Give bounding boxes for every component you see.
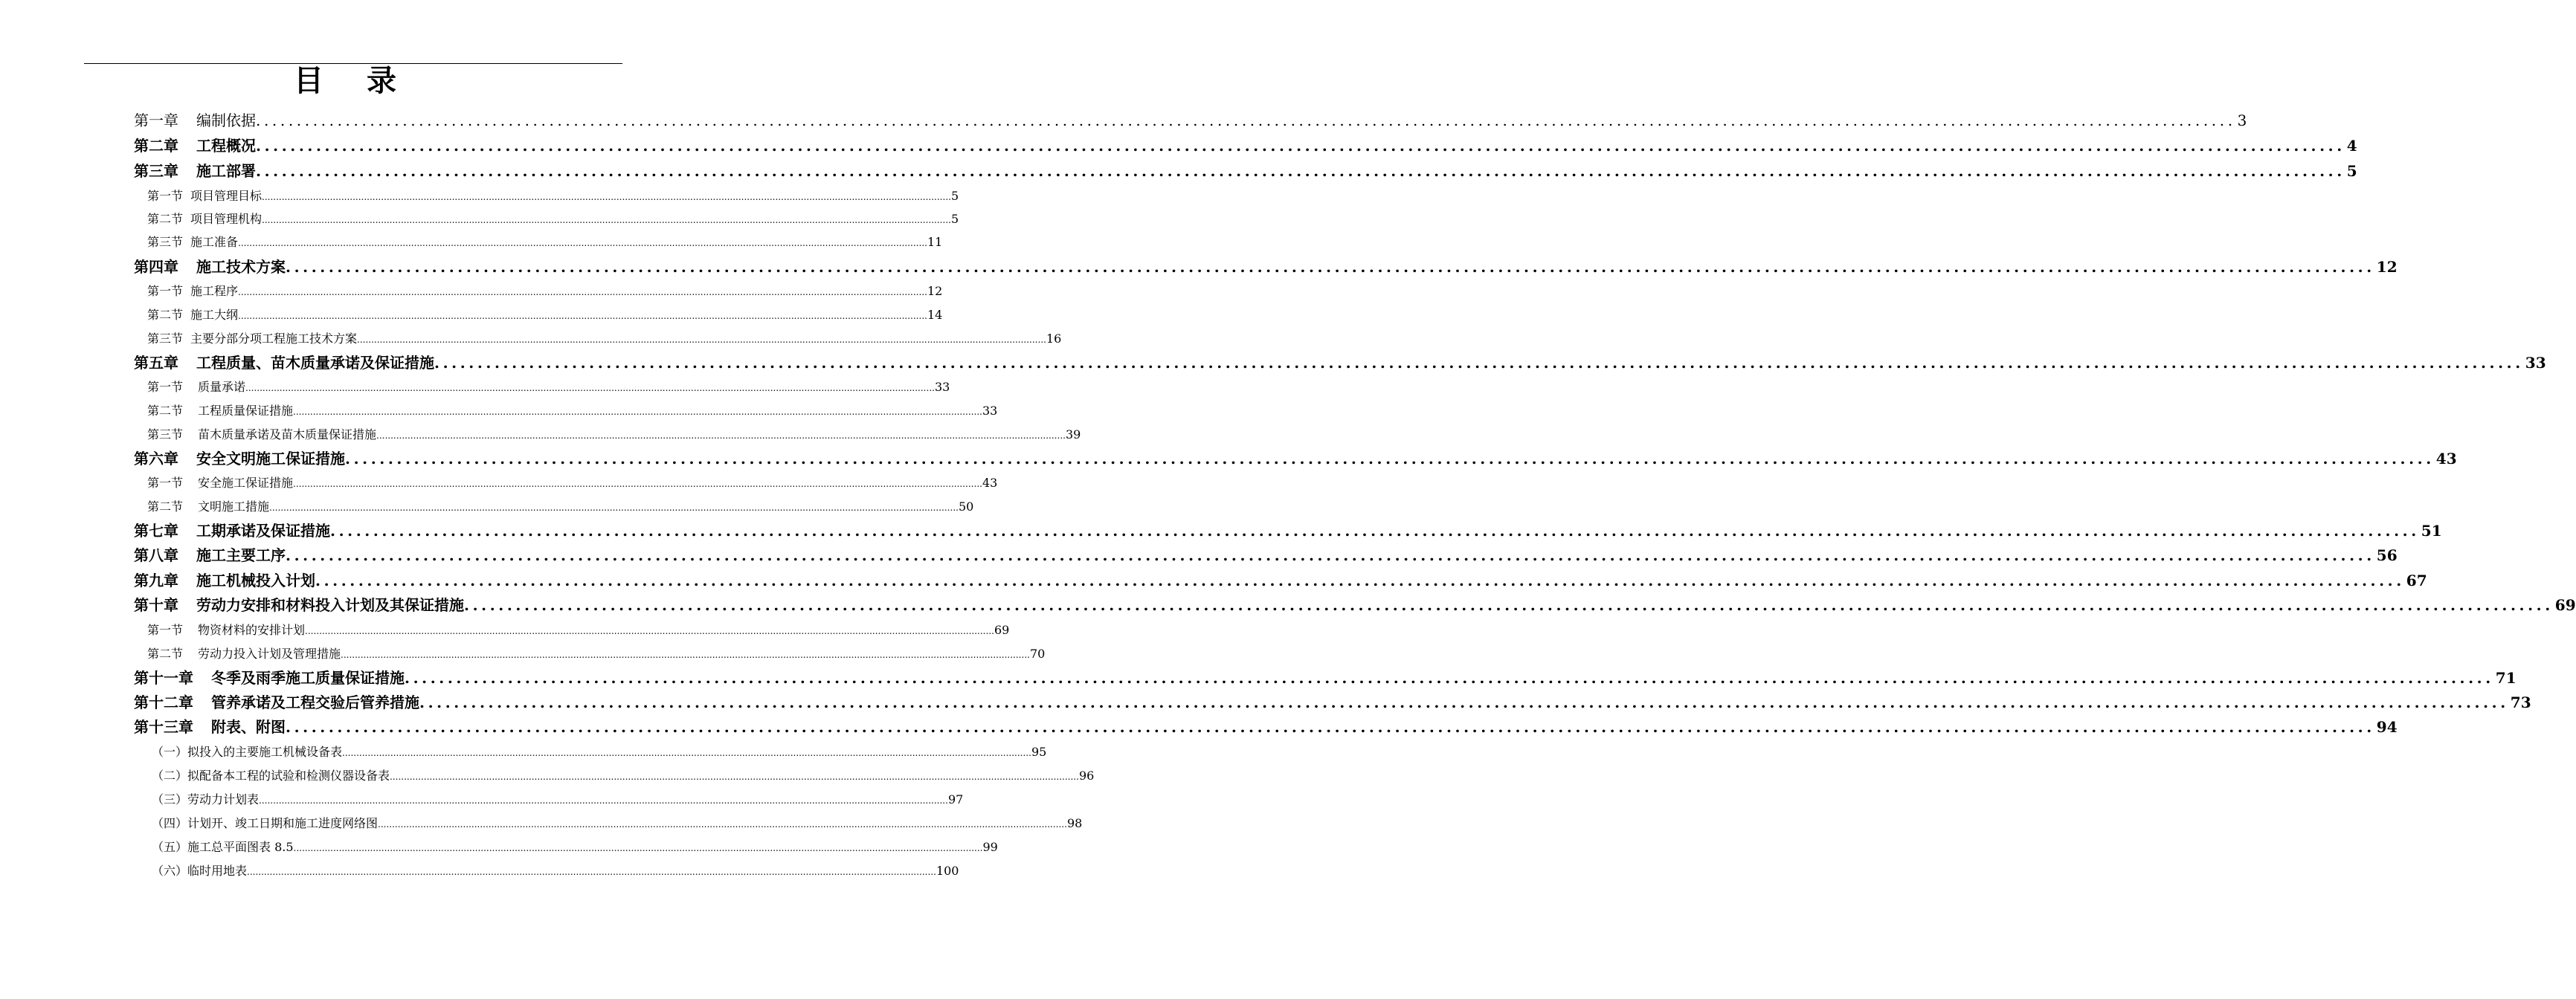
leader-dots: ...................................................................................................................................................................................................................................................: [262, 215, 951, 225]
leader-dots: ...................................................................................................................................................................................................................................................: [256, 111, 2236, 129]
page-number: 95: [1031, 745, 1047, 759]
page-number: 97: [947, 792, 964, 806]
toc-entry-section[interactable]: 第一节 施工程序 ................................................................................................................................................................................................................................................... 12: [147, 282, 622, 300]
page-number: 12: [2376, 258, 2398, 276]
page-number: 5: [950, 189, 959, 203]
toc-entry-section[interactable]: 第二节 施工大纲 ................................................................................................................................................................................................................................................... 14: [147, 306, 622, 324]
toc-entry-appendix[interactable]: （一）拟投入的主要施工机械设备表 ................................................................................................................................................................................................................................................... 95: [152, 743, 622, 761]
leader-dots: ...................................................................................................................................................................................................................................................: [238, 238, 927, 248]
leader-dots: ...................................................................................................................................................................................................................................................: [256, 162, 2345, 180]
leader-dots: ...................................................................................................................................................................................................................................................: [315, 572, 2405, 589]
page-number: 73: [2510, 694, 2531, 711]
toc-entry-section[interactable]: 第二节 工程质量保证措施 ................................................................................................................................................................................................................................................... 33: [147, 402, 622, 420]
toc-entry-chapter-12[interactable]: 第十二章 管养承诺及工程交验后管养措施 ................................................................................................................................................................................................................................................... 73: [134, 691, 573, 714]
page-number: 33: [982, 404, 998, 418]
toc-entry-appendix[interactable]: （四）计划开、竣工日期和施工进度网络图 ................................................................................................................................................................................................................................................... 98: [152, 815, 622, 832]
page-number: 51: [2421, 522, 2442, 540]
page-number: 71: [2495, 669, 2517, 687]
leader-dots: ...................................................................................................................................................................................................................................................: [357, 334, 1046, 345]
toc-entry-chapter-1[interactable]: 第一章 编制依据 ................................................................................................................................................................................................................................................... 3: [134, 109, 573, 132]
page-number: 56: [2376, 546, 2398, 564]
leader-dots: ...................................................................................................................................................................................................................................................: [293, 479, 982, 489]
page-number: 33: [934, 380, 950, 394]
page-number: 96: [1078, 769, 1095, 783]
leader-dots: ...................................................................................................................................................................................................................................................: [269, 502, 959, 513]
toc-entry-chapter-9[interactable]: 第九章 施工机械投入计划 ................................................................................................................................................................................................................................................... 67: [134, 569, 573, 592]
toc-entry-chapter-8[interactable]: 第八章 施工主要工序 ................................................................................................................................................................................................................................................... 56: [134, 544, 621, 566]
leader-dots: ...................................................................................................................................................................................................................................................: [464, 596, 2554, 614]
leader-dots: ...................................................................................................................................................................................................................................................: [376, 430, 1066, 441]
leader-dots: ...................................................................................................................................................................................................................................................: [434, 354, 2524, 372]
leader-dots: ...................................................................................................................................................................................................................................................: [330, 522, 2420, 540]
toc-entry-chapter-2[interactable]: 第二章 工程概况 ................................................................................................................................................................................................................................................... 4: [134, 135, 573, 157]
page-number: 99: [982, 840, 998, 854]
page-number: 69: [2554, 596, 2576, 614]
page-title: 目 录: [294, 63, 413, 98]
page-number: 11: [927, 235, 943, 249]
leader-dots: ...................................................................................................................................................................................................................................................: [247, 867, 936, 877]
toc-entry-section[interactable]: 第三节 施工准备 ................................................................................................................................................................................................................................................... 11: [147, 233, 622, 251]
page-number: 50: [958, 500, 974, 514]
leader-dots: ...................................................................................................................................................................................................................................................: [419, 694, 2509, 711]
toc-entry-section[interactable]: 第一节 安全施工保证措施 ................................................................................................................................................................................................................................................... 43: [147, 474, 622, 492]
page-number: 5: [2346, 162, 2357, 180]
leader-dots: ...................................................................................................................................................................................................................................................: [341, 650, 1030, 660]
page-number: 3: [2237, 111, 2247, 129]
toc-entry-section[interactable]: 第二节 文明施工措施 ................................................................................................................................................................................................................................................... 50: [147, 498, 622, 516]
toc-entry-section[interactable]: 第一节 质量承诺 ................................................................................................................................................................................................................................................... 33: [147, 378, 622, 396]
toc-entry-appendix[interactable]: （六）临时用地表 ................................................................................................................................................................................................................................................... 100: [152, 862, 622, 880]
toc-entry-appendix[interactable]: （三）劳动力计划表 ................................................................................................................................................................................................................................................... 97: [152, 791, 622, 809]
page-number: 5: [950, 212, 959, 226]
toc-entry-chapter-13[interactable]: 第十三章 附表、附图 ................................................................................................................................................................................................................................................... 94: [134, 716, 573, 738]
toc-entry-chapter-5[interactable]: 第五章 工程质量、苗木质量承诺及保证措施 ................................................................................................................................................................................................................................................... 33: [134, 352, 621, 374]
page-number: 67: [2406, 572, 2427, 589]
leader-dots: ...................................................................................................................................................................................................................................................: [245, 383, 935, 393]
toc-entry-chapter-6[interactable]: 第六章 安全文明施工保证措施 ................................................................................................................................................................................................................................................... 43: [134, 447, 621, 470]
page-number: 100: [936, 864, 959, 878]
leader-dots: ...................................................................................................................................................................................................................................................: [405, 669, 2494, 687]
page-number: 70: [1029, 647, 1046, 661]
leader-dots: ...................................................................................................................................................................................................................................................: [293, 407, 982, 417]
page-number: 94: [2376, 718, 2398, 736]
page-number: 69: [994, 623, 1010, 637]
page-number: 39: [1065, 427, 1081, 442]
leader-dots: ...................................................................................................................................................................................................................................................: [342, 748, 1031, 758]
leader-dots: ...................................................................................................................................................................................................................................................: [262, 192, 951, 202]
toc-entry-chapter-7[interactable]: 第七章 工期承诺及保证措施 ................................................................................................................................................................................................................................................... 51: [134, 520, 621, 542]
leader-dots: ...................................................................................................................................................................................................................................................: [305, 626, 994, 636]
toc-entry-chapter-10[interactable]: 第十章 劳动力安排和材料投入计划及其保证措施 ................................................................................................................................................................................................................................................... 69: [134, 594, 573, 616]
leader-dots: ...................................................................................................................................................................................................................................................: [286, 258, 2375, 276]
page-number: 43: [982, 476, 998, 490]
toc-entry-appendix[interactable]: （二）拟配备本工程的试验和检测仪器设备表 ................................................................................................................................................................................................................................................... 96: [152, 767, 622, 785]
page-number: 14: [927, 308, 943, 322]
toc-entry-section[interactable]: 第二节 劳动力投入计划及管理措施 ................................................................................................................................................................................................................................................... 70: [147, 645, 622, 663]
leader-dots: ...................................................................................................................................................................................................................................................: [378, 819, 1067, 830]
page-number: 16: [1046, 332, 1062, 346]
leader-dots: ...................................................................................................................................................................................................................................................: [390, 772, 1079, 782]
toc-entry-chapter-3[interactable]: 第三章 施工部署 ................................................................................................................................................................................................................................................... 5: [134, 160, 573, 182]
leader-dots: ...................................................................................................................................................................................................................................................: [286, 546, 2375, 564]
toc-entry-chapter-11[interactable]: 第十一章 冬季及雨季施工质量保证措施 ................................................................................................................................................................................................................................................... 71: [134, 667, 573, 689]
page-number: 12: [927, 284, 943, 298]
toc-entry-section[interactable]: 第一节 物资材料的安排计划 ................................................................................................................................................................................................................................................... 69: [147, 621, 622, 639]
toc-entry-chapter-4[interactable]: 第四章 施工技术方案 ................................................................................................................................................................................................................................................... 12: [134, 256, 573, 278]
page-number: 43: [2435, 450, 2457, 468]
toc-entry-section[interactable]: 第一节 项目管理目标 ................................................................................................................................................................................................................................................... 5: [147, 187, 622, 205]
page-number: 33: [2525, 354, 2546, 372]
leader-dots: ...................................................................................................................................................................................................................................................: [259, 795, 948, 806]
page-number: 98: [1066, 816, 1083, 830]
leader-dots: ...................................................................................................................................................................................................................................................: [286, 718, 2375, 736]
toc-entry-section[interactable]: 第二节 项目管理机构 ................................................................................................................................................................................................................................................... 5: [147, 210, 622, 228]
leader-dots: ...................................................................................................................................................................................................................................................: [345, 450, 2435, 468]
leader-dots: ...................................................................................................................................................................................................................................................: [238, 311, 927, 321]
toc-entry-appendix[interactable]: （五）施工总平面图表 8.5 ................................................................................................................................................................................................................................................... 99: [152, 838, 622, 856]
page-number: 4: [2346, 137, 2357, 155]
leader-dots: ...................................................................................................................................................................................................................................................: [293, 843, 983, 853]
leader-dots: ...................................................................................................................................................................................................................................................: [238, 287, 927, 297]
toc-entry-section[interactable]: 第三节 主要分部分项工程施工技术方案 ................................................................................................................................................................................................................................................... 16: [147, 330, 622, 348]
leader-dots: ...................................................................................................................................................................................................................................................: [256, 137, 2345, 155]
toc-entry-section[interactable]: 第三节 苗木质量承诺及苗木质量保证措施 ................................................................................................................................................................................................................................................... 39: [147, 426, 622, 444]
